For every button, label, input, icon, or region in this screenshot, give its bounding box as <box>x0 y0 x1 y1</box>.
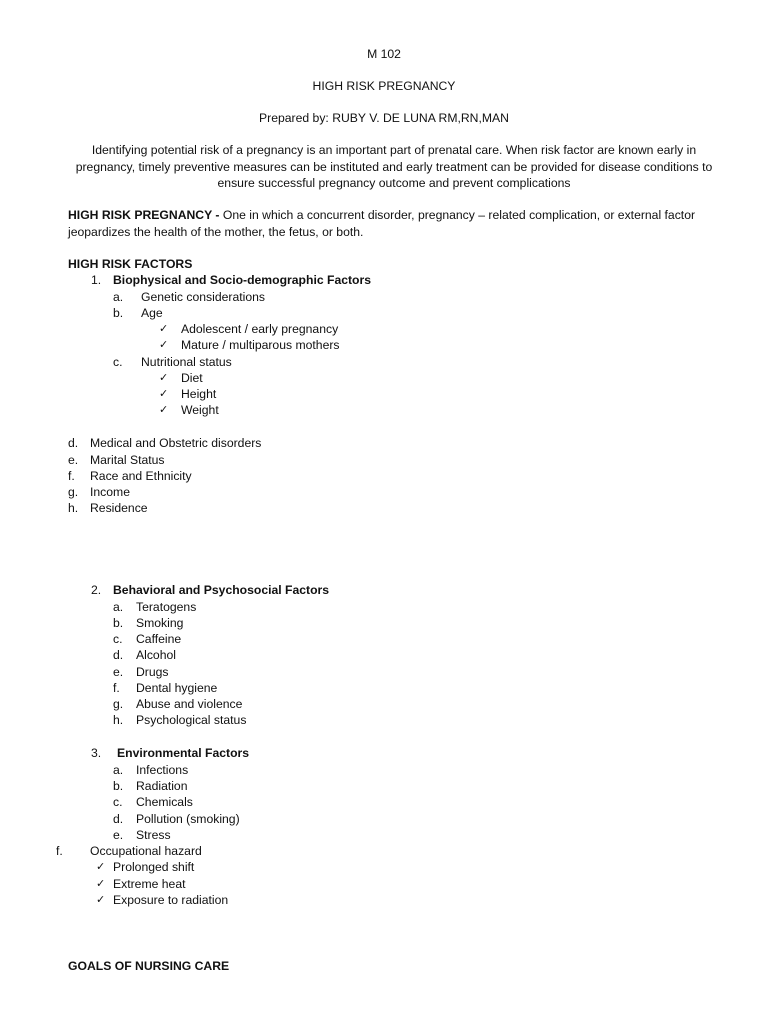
list-item: Chemicals <box>136 795 193 809</box>
list-letter: a. <box>113 290 124 304</box>
risk-factors-heading: HIGH RISK FACTORS <box>68 257 193 271</box>
list-letter: f. <box>68 469 75 483</box>
group3-title: Environmental Factors <box>117 746 250 760</box>
list-letter: e. <box>113 665 124 679</box>
intro-paragraph: Identifying potential risk of a pregnancy is an important part of prenatal care. When risk factor are known early in pregnancy, timely preventive measures can be instituted and early treatment can be provided for disease conditions to ensure successful pregnancy outcome and prevent complications <box>75 143 713 190</box>
list-item: Alcohol <box>136 648 176 662</box>
list-item: Caffeine <box>136 632 182 646</box>
list-item: Dental hygiene <box>136 681 218 695</box>
list-item: Diet <box>181 371 203 385</box>
list-item: Nutritional status <box>141 355 232 369</box>
group2-title: Behavioral and Psychosocial Factors <box>113 583 330 597</box>
list-item: Smoking <box>136 616 184 630</box>
list-item: Residence <box>90 501 148 515</box>
group1-title: Biophysical and Socio-demographic Factors <box>113 273 372 287</box>
list-letter: g. <box>113 697 124 711</box>
group2-number: 2. <box>91 583 102 597</box>
definition-term: HIGH RISK PREGNANCY - <box>68 208 220 222</box>
list-item: Extreme heat <box>113 877 186 891</box>
list-item: Weight <box>181 403 219 417</box>
list-letter: d. <box>68 436 79 450</box>
list-letter: b. <box>113 306 124 320</box>
list-letter: c. <box>113 355 123 369</box>
check-icon: ✓ <box>159 387 169 400</box>
list-item: Pollution (smoking) <box>136 812 240 826</box>
list-item: Genetic considerations <box>141 290 265 304</box>
check-icon: ✓ <box>159 371 169 384</box>
list-letter: g. <box>68 485 79 499</box>
check-icon: ✓ <box>96 893 106 906</box>
list-item: Teratogens <box>136 600 197 614</box>
list-letter: d. <box>113 648 124 662</box>
list-item: Infections <box>136 763 189 777</box>
list-item: Abuse and violence <box>136 697 243 711</box>
author-line: Prepared by: RUBY V. DE LUNA RM,RN,MAN <box>259 111 509 125</box>
list-item: Prolonged shift <box>113 860 195 874</box>
check-icon: ✓ <box>96 877 106 890</box>
list-letter: f. <box>113 681 120 695</box>
list-item: Adolescent / early pregnancy <box>181 322 339 336</box>
list-letter: h. <box>68 501 79 515</box>
list-item: Exposure to radiation <box>113 893 229 907</box>
list-item: Radiation <box>136 779 188 793</box>
list-letter: d. <box>113 812 124 826</box>
list-item: Race and Ethnicity <box>90 469 192 483</box>
list-item: Mature / multiparous mothers <box>181 338 340 352</box>
list-letter: e. <box>113 828 124 842</box>
list-item: Medical and Obstetric disorders <box>90 436 262 450</box>
check-icon: ✓ <box>159 338 169 351</box>
list-letter: a. <box>113 763 124 777</box>
list-letter: c. <box>113 795 123 809</box>
check-icon: ✓ <box>159 403 169 416</box>
list-letter: c. <box>113 632 123 646</box>
list-letter: b. <box>113 779 124 793</box>
check-icon: ✓ <box>159 322 169 335</box>
list-item: Income <box>90 485 130 499</box>
list-letter: e. <box>68 453 79 467</box>
list-item: Age <box>141 306 163 320</box>
list-letter: f. <box>56 844 63 858</box>
list-item: Drugs <box>136 665 169 679</box>
definition-text: One in which a concurrent disorder, pregnancy – related complication, or external factor jeopardizes the health of the mother, the fetus, or both. <box>68 208 696 239</box>
list-item: Psychological status <box>136 713 247 727</box>
group3-number: 3. <box>91 746 102 760</box>
course-code: M 102 <box>367 47 401 61</box>
list-letter: a. <box>113 600 124 614</box>
list-letter: h. <box>113 713 124 727</box>
group1-number: 1. <box>91 273 102 287</box>
check-icon: ✓ <box>96 860 106 873</box>
list-item: Stress <box>136 828 171 842</box>
list-item: Marital Status <box>90 453 165 467</box>
list-item: Height <box>181 387 217 401</box>
definition-paragraph <box>68 207 728 240</box>
list-letter: b. <box>113 616 124 630</box>
document-title: HIGH RISK PREGNANCY <box>312 79 456 93</box>
goals-heading: GOALS OF NURSING CARE <box>68 959 230 973</box>
list-item: Occupational hazard <box>90 844 202 858</box>
